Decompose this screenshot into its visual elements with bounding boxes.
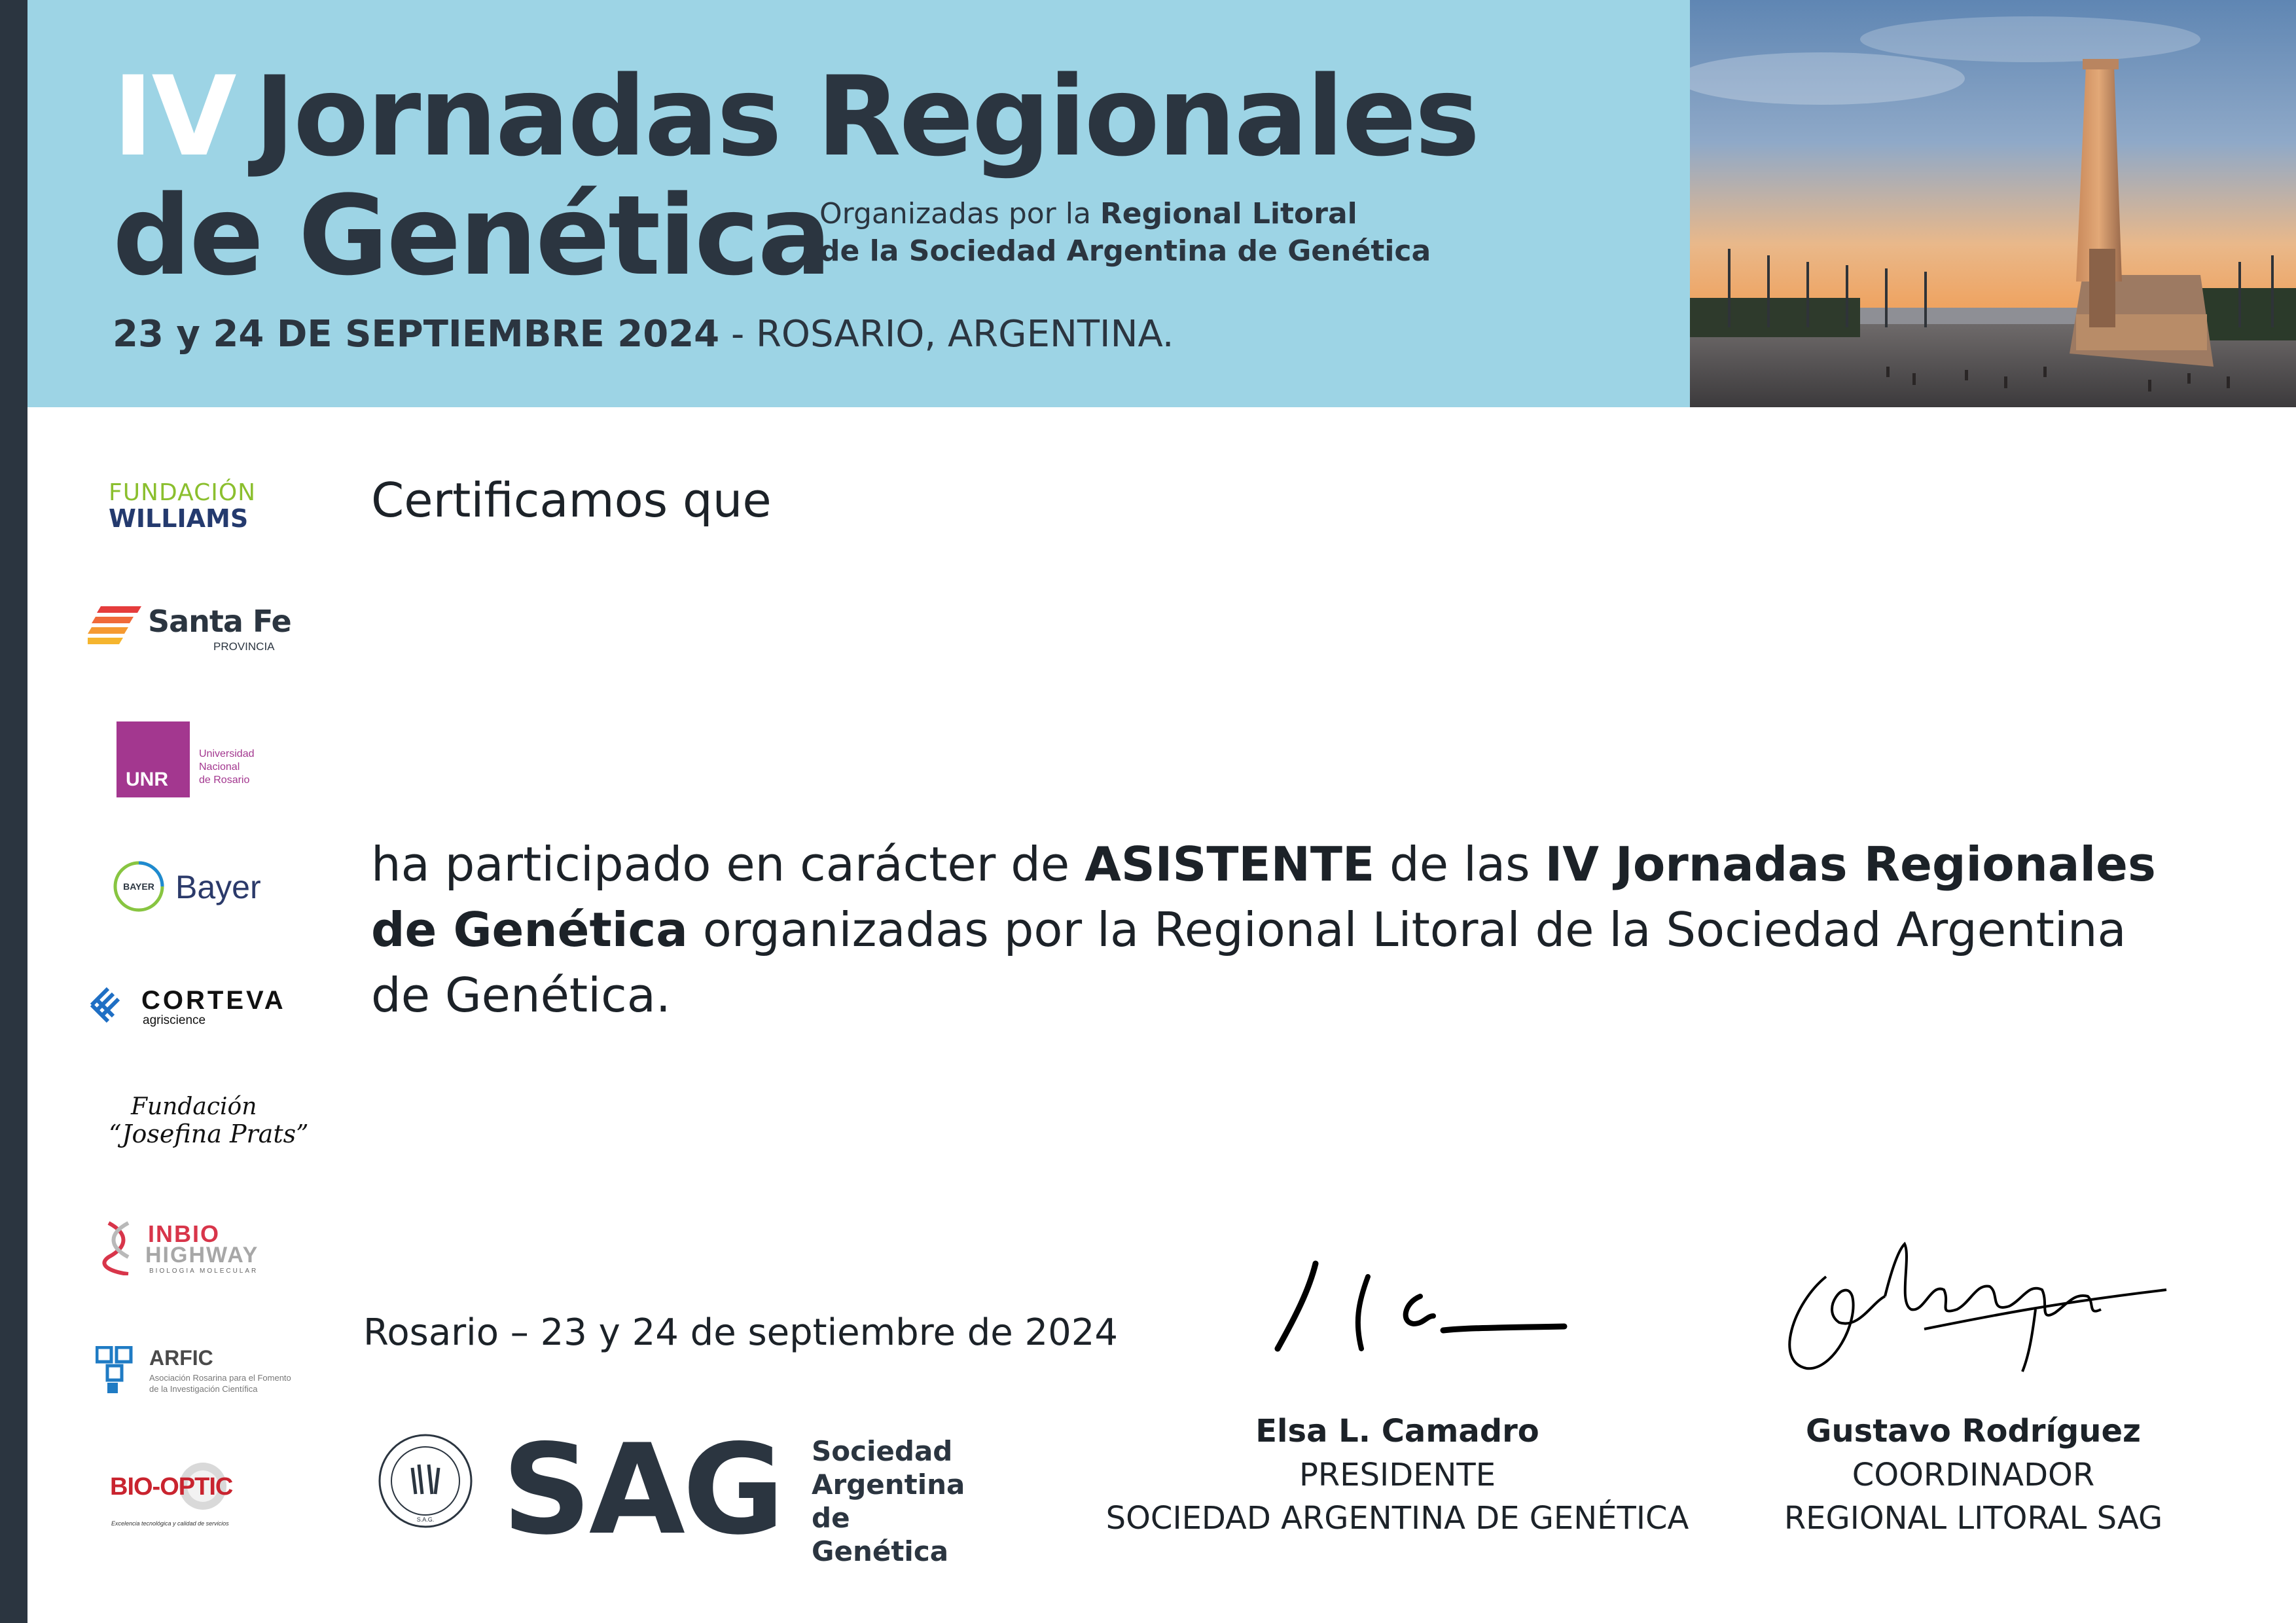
edition-roman: IV [113,52,235,181]
signatory-name: Gustavo Rodríguez [1806,1413,2141,1450]
arfic-squares-icon [96,1346,135,1396]
signatory-org: REGIONAL LITORAL SAG [1784,1500,2163,1537]
certificate-body: ha participado en carácter de ASISTENTE de las IV Jornadas Regionales de Genética organizadas por la Regional Litoral de la Sociedad Argentina de Genética. [371,837,2156,1023]
signatory-coordinator [1754,1409,2193,1540]
dna-helix-icon [102,1220,135,1275]
signatory-role: PRESIDENTE [1299,1457,1496,1493]
sag-acronym: SAG [502,1417,782,1562]
corteva-mark-icon [85,982,131,1028]
certify-intro: Certificamos que [371,473,772,528]
sag-seal-icon [376,1432,475,1530]
santa-fe-flag-icon [88,606,141,651]
place-and-date: Rosario – 23 y 24 de septiembre de 2024 [363,1311,1119,1354]
sag-logo [376,1417,992,1567]
signatory-role: COORDINADOR [1852,1457,2095,1493]
event-title-line1: IV Jornadas Regionales [113,52,1479,181]
signatory-president [1100,1409,1695,1540]
signature-camadro [1270,1250,1571,1362]
bayer-cross-icon [113,860,165,913]
event-title-line2: de Genética [113,172,830,300]
signature-rodriguez [1780,1231,2173,1381]
signatory-name: Elsa L. Camadro [1255,1413,1539,1450]
sag-full-name: Sociedad Argentina de Genética [812,1435,965,1567]
event-date-location: 23 y 24 DE SEPTIEMBRE 2024 - ROSARIO, ARGENTINA. [113,313,1174,356]
organizer-text: Organizadas por la Regional Litoral de la Sociedad Argentina de Genética [819,197,1431,268]
left-sidebar-strip [0,0,27,1623]
header-band [27,0,1690,407]
signatory-org: SOCIEDAD ARGENTINA DE GENÉTICA [1105,1500,1689,1537]
svg-text:S.A.G.: S.A.G. [416,1516,435,1523]
monument-photo [1690,0,2296,407]
svg-text:BAYER: BAYER [123,881,154,892]
